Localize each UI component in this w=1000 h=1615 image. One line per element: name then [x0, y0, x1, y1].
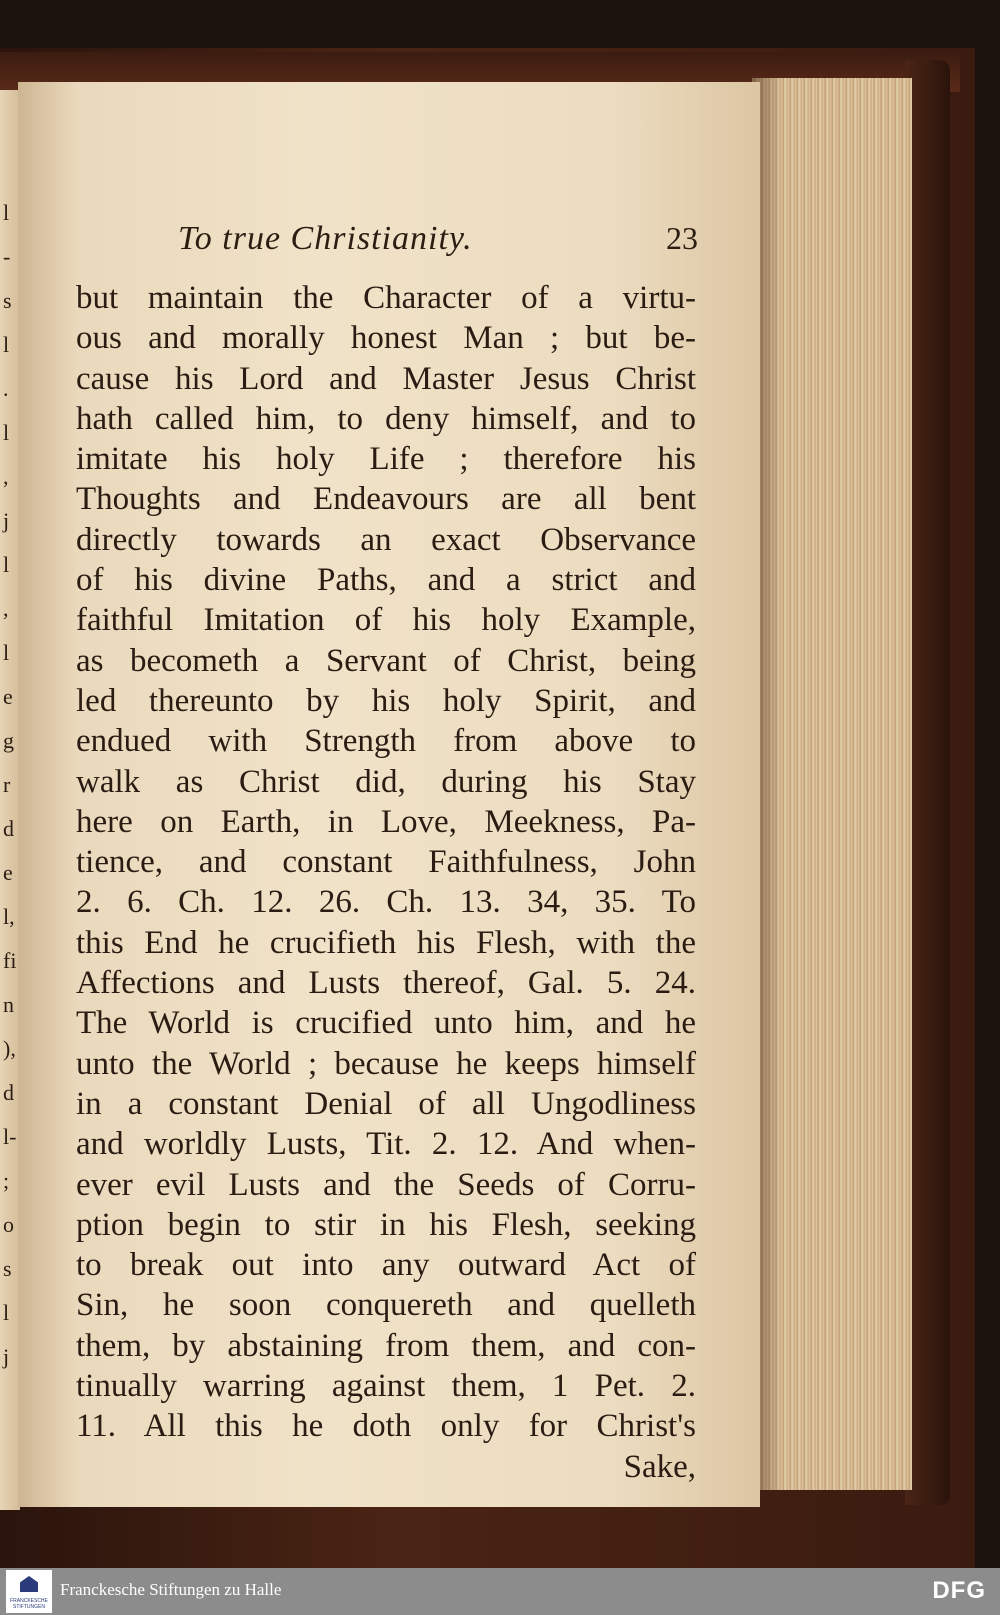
margin-fragment: d	[3, 1080, 14, 1105]
margin-fragment: l	[3, 200, 10, 225]
institution-name[interactable]: Franckesche Stiftungen zu Halle	[60, 1580, 282, 1599]
margin-fragment: l	[3, 1300, 10, 1325]
text-line: hath called him, to deny himself, and to	[76, 400, 696, 437]
margin-fragment: e	[3, 860, 13, 885]
text-line: Sin, he soon conquereth and quelleth	[76, 1287, 696, 1324]
previous-page-margin-fragments	[0, 200, 18, 1430]
text-line: in a constant Denial of all Ungodliness	[76, 1085, 696, 1122]
text-line: of his divine Paths, and a strict and	[76, 562, 696, 599]
text-line: but maintain the Character of a virtu-	[76, 280, 696, 316]
margin-fragment: d	[3, 816, 14, 841]
margin-fragment: j	[3, 508, 10, 533]
margin-fragment: .	[3, 376, 9, 401]
institution-logo[interactable]	[6, 1570, 52, 1613]
text-line: and worldly Lusts, Tit. 2. 12. And when-	[76, 1126, 696, 1163]
margin-fragment: j	[3, 1344, 10, 1369]
page-header	[178, 220, 698, 264]
margin-fragment: -	[3, 244, 11, 269]
text-line: ever evil Lusts and the Seeds of Corru-	[76, 1166, 696, 1203]
margin-fragment: r	[3, 772, 11, 797]
text-line: to break out into any outward Act of	[76, 1247, 696, 1284]
text-line: tience, and constant Faithfulness, John	[76, 844, 696, 881]
text-line: ous and morally honest Man ; but be-	[76, 320, 696, 357]
footer-bar	[0, 1568, 1000, 1615]
body-text	[76, 278, 696, 1487]
text-line: led thereunto by his holy Spirit, and	[76, 682, 696, 719]
text-line: ption begin to stir in his Flesh, seeking	[76, 1206, 696, 1243]
text-line: The World is crucified unto him, and he	[76, 1005, 696, 1042]
margin-fragment: fi	[3, 948, 17, 973]
building-icon	[20, 1576, 38, 1592]
margin-fragment: g	[3, 728, 14, 753]
logo-caption: FRANCKESCHE STIFTUNGEN	[10, 1598, 48, 1610]
margin-fragment: n	[3, 992, 14, 1017]
text-line: 2. 6. Ch. 12. 26. Ch. 13. 34, 35. To	[76, 884, 696, 921]
margin-fragment: e	[3, 684, 13, 709]
text-line: here on Earth, in Love, Meekness, Pa-	[76, 803, 696, 840]
text-line: faithful Imitation of his holy Example,	[76, 602, 696, 639]
margin-fragment: ,	[3, 464, 9, 489]
text-line: walk as Christ did, during his Stay	[76, 763, 696, 800]
text-line: Sake,	[623, 1448, 696, 1485]
margin-fragment: l	[3, 640, 10, 665]
text-line: cause his Lord and Master Jesus Christ	[76, 360, 696, 397]
margin-fragment: o	[3, 1212, 14, 1237]
margin-fragment: l-	[3, 1124, 17, 1149]
margin-fragment: ;	[3, 1168, 10, 1193]
text-line: endued with Strength from above to	[76, 723, 696, 760]
text-line: directly towards an exact Observance	[76, 521, 696, 558]
page-number: 23	[666, 220, 698, 256]
book-page	[18, 82, 760, 1507]
margin-fragment: ),	[3, 1036, 16, 1061]
margin-fragment: l	[3, 332, 10, 357]
margin-fragment: l,	[3, 904, 15, 929]
text-line: tinually warring against them, 1 Pet. 2.	[76, 1368, 696, 1405]
text-line: Thoughts and Endeavours are all bent	[76, 481, 696, 518]
text-line: them, by abstaining from them, and con-	[76, 1327, 696, 1364]
margin-fragment: s	[3, 1256, 12, 1281]
text-line: Affections and Lusts thereof, Gal. 5. 24.	[76, 965, 696, 1002]
running-title: To true Christianity.	[178, 220, 473, 257]
text-line: imitate his holy Life ; therefore his	[76, 441, 696, 478]
text-line: unto the World ; because he keeps himself	[76, 1045, 696, 1082]
text-line: 11. All this he doth only for Christ's	[76, 1408, 696, 1445]
text-line: this End he crucifieth his Flesh, with the	[76, 924, 696, 961]
margin-fragment: ,	[3, 596, 9, 621]
margin-fragment: s	[3, 288, 12, 313]
dfg-logo[interactable]: DFG	[932, 1577, 986, 1604]
margin-fragment: l	[3, 420, 10, 445]
margin-fragment: l	[3, 552, 10, 577]
text-line: as becometh a Servant of Christ, being	[76, 642, 696, 679]
